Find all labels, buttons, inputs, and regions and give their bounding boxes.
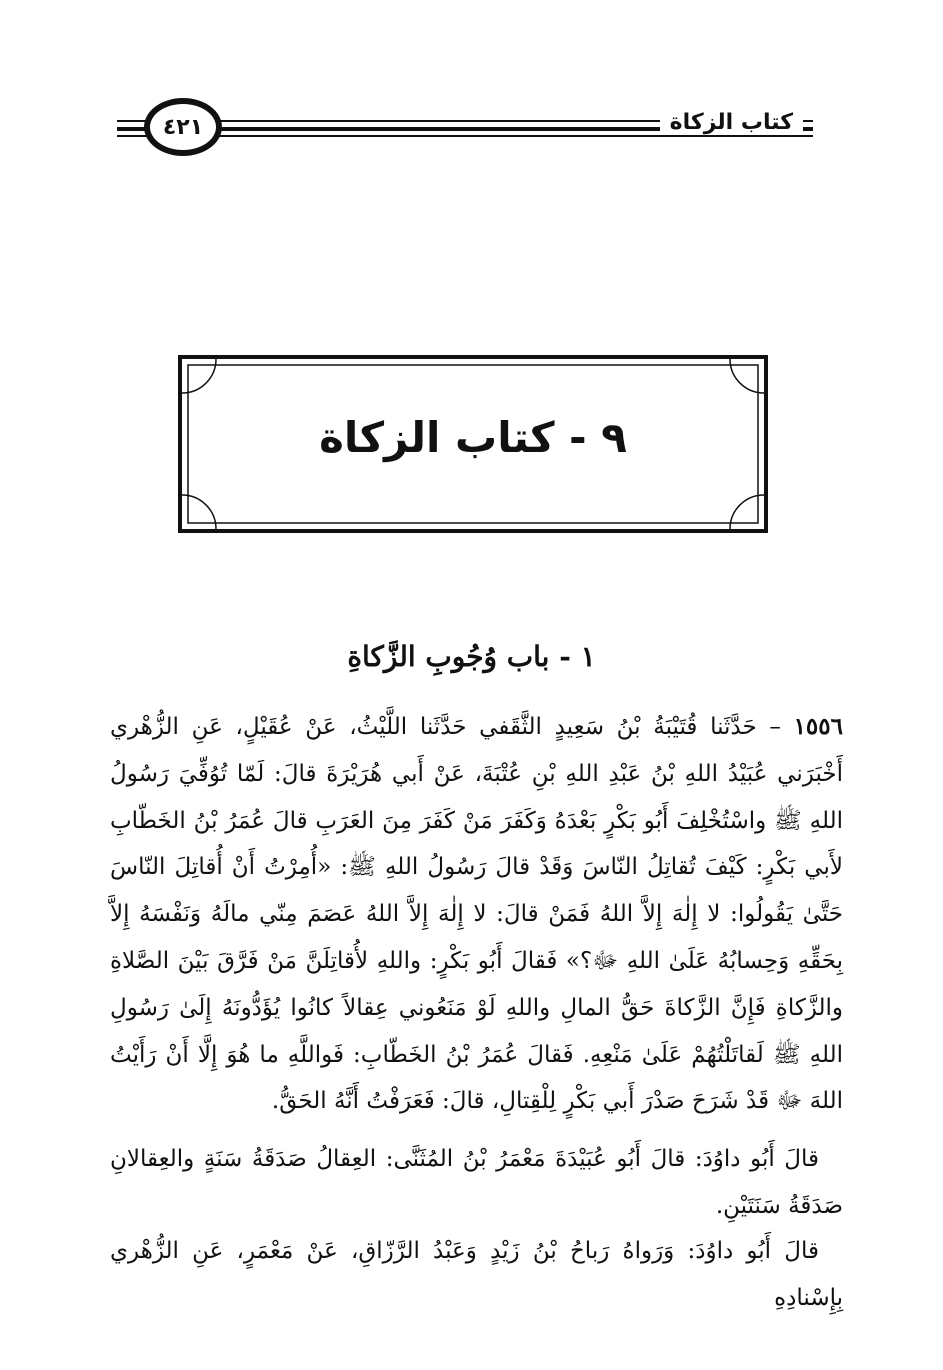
hadith-paragraph xyxy=(110,704,843,1125)
running-header-title: كتاب الزكاة xyxy=(660,110,803,135)
section-heading: ١ - باب وُجُوبِ الزَّكاةِ xyxy=(347,640,596,673)
hadith-text: – حَدَّثَنا قُتَيْبَةُ بْنُ سَعِيدٍ الثَّقَفي حَدَّثَنا اللَّيْثُ، عَنْ عُقَيْلٍ، عَنِ الزُّهْري أَخْبَرَني عُبَيْدُ اللهِ بْنُ عَبْدِ اللهِ بْنِ عُتْبَةَ، عَنْ أَبي هُرَيْرَةَ قالَ: لَمّا تُوُفِّيَ رَسُولُ اللهِ ﷺ واسْتُخْلِفَ أَبُو بَكْرٍ بَعْدَهُ وَكَفَرَ مَنْ كَفَرَ مِنَ العَرَبِ قالَ عُمَرُ بْنُ الخَطّابِ لأَبي بَكْرٍ: كَيْفَ تُقاتِلُ النّاسَ وَقَدْ قالَ رَسُولُ اللهِ ﷺ: «أُمِرْتُ أَنْ أُقاتِلَ النّاسَ حَتَّىٰ يَقُولُوا: لا إِلٰهَ إِلاَّ اللهُ فَمَنْ قالَ: لا إِلٰهَ إِلاَّ اللهُ عَصَمَ مِنّي مالَهُ وَنَفْسَهُ إِلاَّ بِحَقِّهِ وَحِسابُهُ عَلَىٰ اللهِ ﷻ؟» فَقالَ أَبُو بَكْرٍ: واللهِ لأُقاتِلَنَّ مَنْ فَرَّقَ بَيْنَ الصَّلاةِ والزَّكاةِ فَإِنَّ الزَّكاةَ حَقُّ المالِ واللهِ لَوْ مَنَعُوني عِقالاً كانُوا يُؤَدُّونَهُ إِلَىٰ رَسُولِ اللهِ ﷺ لَقاتَلْتُهُمْ عَلَىٰ مَنْعِهِ. فَقالَ عُمَرُ بْنُ الخَطّابِ: فَواللَّهِ ما هُوَ إِلَّا أَنْ رَأَيْتُ اللهَ ﷻ قَدْ شَرَحَ صَدْرَ أَبي بَكْرٍ لِلْقِتالِ، قالَ: فَعَرَفْتُ أَنَّهُ الحَقُّ. xyxy=(110,714,843,1115)
page-number: ٤٢١ xyxy=(162,114,204,140)
header-rule-bottom xyxy=(117,135,813,137)
note-paragraph-2: قالَ أَبُو داوُدَ: وَرَواهُ رَباحُ بْنُ زَيْدٍ وَعَبْدُ الرَّزّاقِ، عَنْ مَعْمَرٍ، عَنِ الزُّهْري بِإِسْنادِهِ xyxy=(110,1238,843,1311)
note-paragraph-1: قالَ أَبُو داوُدَ: قالَ أَبُو عُبَيْدَةَ مَعْمَرُ بْنُ المُثَنَّى: العِقالُ صَدَقَةُ سَنَةٍ والعِقالانِ صَدَقَةُ سَنَتَيْنِ. xyxy=(110,1146,843,1219)
hadith-number: ١٥٥٦ xyxy=(793,713,843,740)
page-number-badge xyxy=(144,98,222,156)
chapter-title-frame xyxy=(178,355,768,533)
chapter-title: ٩ - كتاب الزكاة xyxy=(319,413,627,462)
